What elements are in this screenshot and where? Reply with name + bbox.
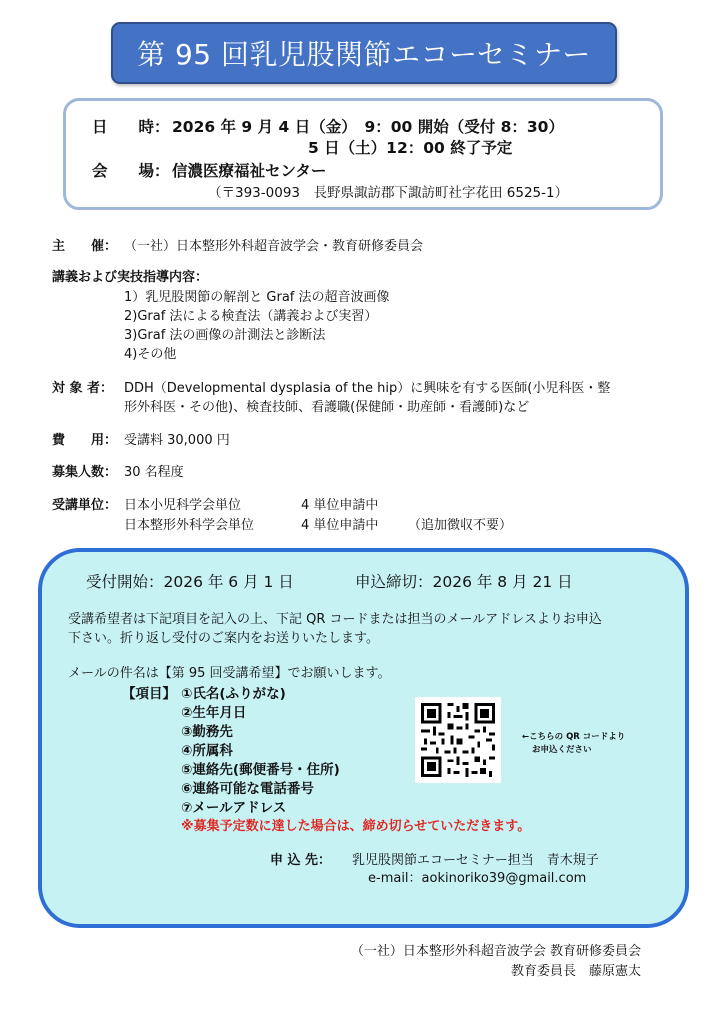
credit-society: 日本小児科学会単位 (124, 498, 242, 513)
capacity-value: 30 名程度 (124, 465, 184, 480)
fee-value: 受講料 30,000 円 (124, 433, 230, 448)
contact-person: 乳児股関節エコーセミナー担当 青木規子 (352, 853, 599, 868)
organizer-label: 主 催： (52, 239, 118, 254)
page-title: 第 95 回乳児股関節エコーセミナー (137, 38, 591, 71)
contents-item: 1）乳児股関節の解剖と Graf 法の超音波画像 (124, 290, 390, 305)
capacity-label: 募集人数： (52, 465, 118, 480)
credit-note: （追加徴収不要） (408, 518, 513, 533)
target-label: 対 象 者： (52, 381, 114, 396)
target-line-2: 形外科医・その他)、検査技師、看護職(保健師・助産師・看護師)など (124, 400, 530, 415)
venue-name: 信濃医療福祉センター (172, 162, 327, 180)
required-item: ⑤連絡先(郵便番号・住所) (181, 762, 340, 778)
contents-label: 講義および実技指導内容： (52, 270, 209, 285)
footer-chair: 教育委員長 藤原憲太 (510, 964, 641, 979)
credits-label: 受講単位： (52, 498, 118, 513)
target-line-1: DDH（Developmental dysplasia of the hip）に興味を有する医師(小児科医・整 (124, 381, 611, 396)
credit-units: 4 単位申請中 (301, 518, 379, 533)
contact-email[interactable]: e-mail：aokinoriko39@gmail.com (368, 871, 587, 886)
credit-society: 日本整形外科学会単位 (124, 518, 255, 533)
date-line-2: 5 日（土）12：00 終了予定 (308, 139, 513, 157)
required-item: ③勤務先 (181, 724, 233, 740)
contents-item: 4)その他 (124, 347, 177, 362)
qr-code-icon (415, 697, 501, 783)
qr-note-line-2: お申込ください (532, 745, 592, 755)
email-subject-instruction: メールの件名は【第 95 回受講希望】でお願いします。 (68, 666, 391, 681)
qr-code[interactable] (415, 697, 501, 783)
application-start: 受付開始：2026 年 6 月 1 日 (86, 573, 294, 591)
required-item: ①氏名(ふりがな) (181, 686, 286, 702)
credit-units: 4 単位申請中 (301, 498, 379, 513)
required-item: ⑦メールアドレス (181, 800, 287, 816)
contents-item: 3)Graf 法の画像の計測法と診断法 (124, 328, 326, 343)
application-intro-line-2: 下さい。折り返し受付のご案内をお送りいたします。 (68, 631, 379, 646)
required-item: ④所属科 (181, 743, 233, 759)
venue-address: （〒393-0093 長野県諏訪郡下諏訪町社字花田 6525-1） (208, 185, 569, 201)
required-item: ②生年月日 (181, 705, 247, 721)
venue-label: 会 場： (92, 162, 170, 180)
contact-label: 申 込 先： (270, 853, 332, 868)
footer-organization: （一社）日本整形外科超音波学会 教育研修委員会 (350, 944, 641, 959)
organizer-value: （一社）日本整形外科超音波学会・教育研修委員会 (124, 239, 424, 254)
contents-item: 2)Graf 法による検査法（講義および実習） (124, 309, 378, 324)
fee-label: 費 用： (52, 433, 118, 448)
date-label: 日 時： (92, 118, 170, 136)
application-deadline: 申込締切：2026 年 8 月 21 日 (355, 573, 573, 591)
capacity-warning: ※募集予定数に達した場合は、締め切らせていただきます。 (181, 819, 531, 834)
date-line-1: 2026 年 9 月 4 日（金） 9：00 開始（受付 8：30） (172, 118, 564, 136)
application-intro-line-1: 受講希望者は下記項目を記入の上、下記 QR コードまたは担当のメールアドレスよりお申込 (68, 612, 602, 627)
items-label: 【項目】 (122, 686, 176, 702)
title-banner (111, 22, 617, 84)
qr-note-line-1: ←こちらの QR コードより (522, 732, 626, 742)
required-item: ⑥連絡可能な電話番号 (181, 781, 314, 797)
